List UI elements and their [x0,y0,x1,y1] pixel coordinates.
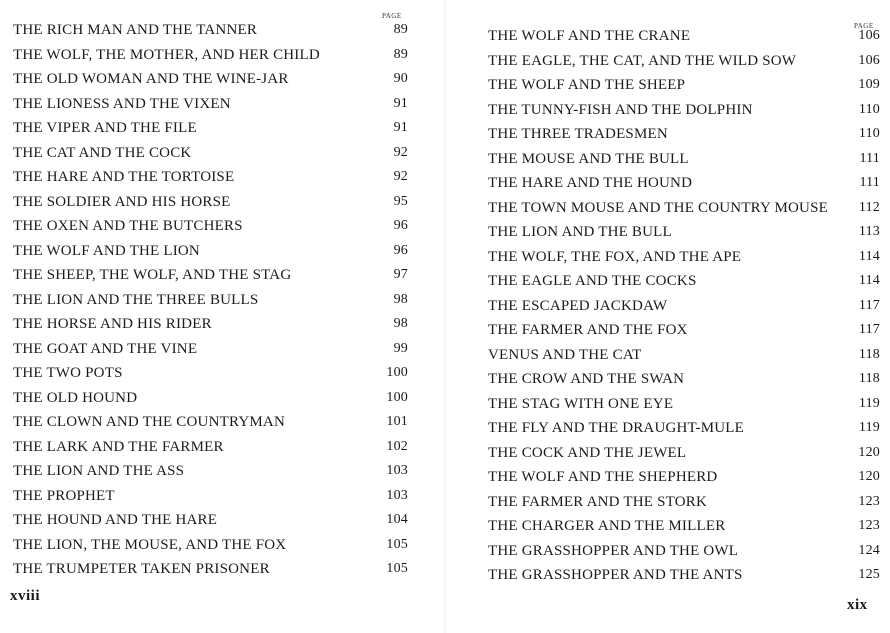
toc-entry-title: THE LION AND THE ASS [13,463,185,479]
toc-entry-page-number: 95 [393,193,408,209]
toc-entry-page-number: 120 [858,469,880,484]
toc-entry-page-number: 113 [858,224,880,239]
toc-entry [488,539,883,564]
toc-entry-title: THE FARMER AND THE STORK [488,493,707,510]
toc-entry [488,514,883,539]
toc-entry-page-number: 125 [858,567,880,582]
toc-entry-title: THE TRUMPETER TAKEN PRISONER [13,561,270,577]
toc-entry-title: THE CLOWN AND THE COUNTRYMAN [13,414,285,430]
toc-entry [488,220,883,245]
toc-entry-title: THE WOLF AND THE SHEEP [488,77,686,93]
toc-entry-page-number: 89 [393,46,408,62]
toc-entry-page-number: 117 [858,297,880,313]
toc-entry [488,441,883,466]
toc-entry [13,263,408,288]
toc-entry [13,239,408,264]
toc-entry-title: THE CHARGER AND THE MILLER [488,518,726,534]
toc-entry [488,196,883,221]
toc-entry [13,508,408,533]
toc-entry [13,557,408,582]
toc-entry [13,43,408,68]
toc-entry-page-number: 92 [393,144,408,160]
toc-entry-title: THE CAT AND THE COCK [13,144,192,161]
toc-entry [488,147,883,172]
page-column-header: PAGE [382,12,402,20]
toc-entry-title: THE HARE AND THE HOUND [488,175,693,191]
toc-entry-title: THE THREE TRADESMEN [488,126,668,142]
toc-entry-title: THE EAGLE AND THE COCKS [488,273,697,289]
toc-entry-title: THE OXEN AND THE BUTCHERS [13,218,243,234]
toc-entry-title: THE FARMER AND THE FOX [488,322,688,338]
toc-entry-title: THE STAG WITH ONE EYE [488,395,674,412]
toc-entry-page-number: 119 [858,395,880,411]
toc-entry [13,337,408,362]
toc-entry-title: THE WOLF AND THE CRANE [488,28,691,44]
toc-entry-title: THE MOUSE AND THE BULL [488,150,689,167]
page-column-header: PAGE [854,22,874,30]
toc-entry-page-number: 118 [858,346,880,362]
toc-entry [13,386,408,411]
toc-entry-page-number: 124 [858,542,880,558]
toc-entry [488,122,883,147]
toc-entry-title: THE SOLDIER AND HIS HORSE [13,193,231,210]
toc-entry [13,165,408,190]
toc-entry-title: THE PROPHET [13,487,115,504]
toc-entry [488,24,883,49]
toc-entry-page-number: 109 [858,77,880,92]
page-folio: xviii [10,588,41,604]
toc-entry-title: THE GRASSHOPPER AND THE ANTS [488,567,743,583]
toc-entry [488,465,883,490]
contents-list [13,18,408,582]
toc-entry-title: THE COCK AND THE JEWEL [488,444,687,461]
toc-entry-page-number: 118 [858,371,880,386]
toc-entry-title: THE TOWN MOUSE AND THE COUNTRY MOUSE [488,199,828,216]
toc-entry-page-number: 114 [858,248,880,264]
toc-entry [13,92,408,117]
toc-entry-page-number: 103 [386,463,408,478]
toc-entry-page-number: 105 [386,536,408,552]
toc-entry-page-number: 99 [393,340,408,356]
toc-entry-title: THE HARE AND THE TORTOISE [13,169,235,185]
toc-entry-page-number: 106 [858,52,880,68]
toc-entry-title: THE WOLF, THE FOX, AND THE APE [488,248,742,265]
toc-entry-page-number: 89 [393,22,408,37]
toc-entry-title: THE WOLF AND THE SHEPHERD [488,469,718,485]
toc-entry-page-number: 114 [858,273,880,288]
toc-entry-page-number: 112 [858,199,880,215]
toc-entry-title: THE EAGLE, THE CAT, AND THE WILD SOW [488,52,797,69]
right-page [445,0,890,633]
toc-entry [488,269,883,294]
toc-entry-page-number: 98 [393,316,408,331]
toc-entry-title: THE HOUND AND THE HARE [13,512,218,528]
toc-entry-page-number: 98 [393,291,408,307]
toc-entry [13,533,408,558]
toc-entry [13,312,408,337]
toc-entry-page-number: 110 [858,126,880,141]
toc-entry [13,459,408,484]
toc-entry [13,67,408,92]
contents-list [488,24,883,588]
toc-entry-page-number: 90 [393,71,408,86]
toc-entry-title: THE LIONESS AND THE VIXEN [13,95,231,112]
toc-entry [488,49,883,74]
toc-entry [488,416,883,441]
toc-entry-title: THE LARK AND THE FARMER [13,438,224,455]
toc-entry [13,116,408,141]
toc-entry-title: THE GRASSHOPPER AND THE OWL [488,542,739,559]
toc-entry [488,392,883,417]
toc-entry-title: THE OLD HOUND [13,389,138,406]
toc-entry [488,73,883,98]
toc-entry-page-number: 100 [386,365,408,380]
toc-entry-page-number: 91 [393,120,408,135]
toc-entry [13,18,408,43]
toc-entry [488,343,883,368]
toc-entry-page-number: 110 [858,101,880,117]
toc-entry [13,484,408,509]
toc-entry-page-number: 103 [386,487,408,503]
toc-entry [488,318,883,343]
toc-entry [488,245,883,270]
toc-entry-page-number: 123 [858,493,880,509]
toc-entry-title: THE RICH MAN AND THE TANNER [13,22,258,38]
toc-entry-page-number: 111 [859,175,880,190]
toc-entry [13,410,408,435]
toc-entry-page-number: 100 [386,389,408,405]
toc-entry [488,563,883,588]
toc-entry [13,141,408,166]
toc-entry-page-number: 123 [858,518,880,533]
toc-entry-title: THE WOLF, THE MOTHER, AND HER CHILD [13,46,320,63]
toc-entry-title: THE LION AND THE THREE BULLS [13,291,259,308]
toc-entry-title: THE OLD WOMAN AND THE WINE-JAR [13,71,289,87]
toc-entry-title: THE ESCAPED JACKDAW [488,297,668,314]
toc-entry [488,171,883,196]
toc-entry [13,190,408,215]
toc-entry-title: VENUS AND THE CAT [488,346,642,363]
toc-entry-title: THE TWO POTS [13,365,123,381]
toc-entry-title: THE TUNNY-FISH AND THE DOLPHIN [488,101,753,118]
toc-entry-page-number: 97 [393,267,408,282]
toc-entry-page-number: 92 [393,169,408,184]
toc-entry-page-number: 106 [858,28,880,43]
toc-entry-title: THE HORSE AND HIS RIDER [13,316,212,332]
toc-entry-page-number: 96 [393,242,408,258]
toc-entry-page-number: 117 [858,322,880,337]
toc-entry-page-number: 101 [386,414,408,429]
toc-entry-page-number: 119 [858,420,880,435]
toc-entry-page-number: 96 [393,218,408,233]
toc-entry-title: THE WOLF AND THE LION [13,242,200,259]
toc-entry [488,490,883,515]
toc-entry [13,214,408,239]
toc-entry [488,294,883,319]
toc-entry-page-number: 120 [858,444,880,460]
toc-entry-title: THE CROW AND THE SWAN [488,371,685,387]
toc-entry [488,98,883,123]
toc-entry-page-number: 111 [859,150,880,166]
toc-entry [13,361,408,386]
toc-entry-page-number: 91 [393,95,408,111]
toc-entry-title: THE LION AND THE BULL [488,224,672,240]
toc-entry-title: THE FLY AND THE DRAUGHT-MULE [488,420,745,436]
page-folio: xix [847,597,868,613]
toc-entry [13,435,408,460]
toc-entry-title: THE SHEEP, THE WOLF, AND THE STAG [13,267,292,283]
toc-entry-title: THE GOAT AND THE VINE [13,340,198,357]
toc-entry-page-number: 105 [386,561,408,576]
toc-entry [13,288,408,313]
toc-entry-page-number: 102 [386,438,408,454]
toc-entry-page-number: 104 [386,512,408,527]
toc-entry [488,367,883,392]
toc-entry-title: THE VIPER AND THE FILE [13,120,197,136]
toc-entry-title: THE LION, THE MOUSE, AND THE FOX [13,536,287,553]
